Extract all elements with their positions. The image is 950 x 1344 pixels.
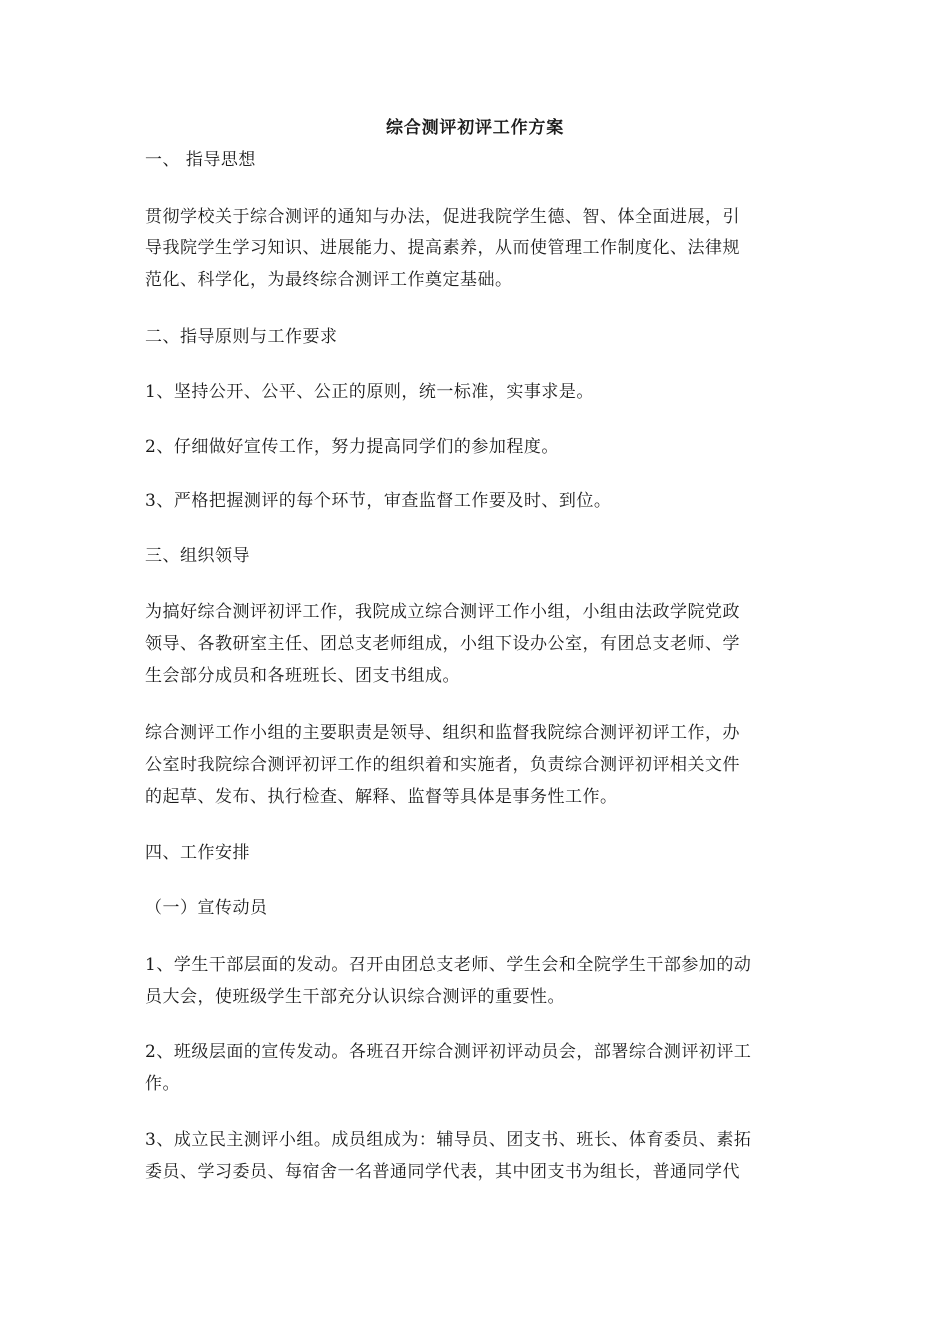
paragraph-line: 为搞好综合测评初评工作，我院成立综合测评工作小组，小组由法政学院党政 [145,602,740,622]
paragraph-line: 范化、科学化，为最终综合测评工作奠定基础。 [145,270,513,290]
list-item: 1、学生干部层面的发动。召开由团总支老师、学生会和全院学生干部参加的动 [145,955,752,975]
list-item: 委员、学习委员、每宿舍一名普通同学代表，其中团支书为组长，普通同学代 [145,1162,740,1182]
list-item: 2、仔细做好宣传工作，努力提高同学们的参加程度。 [145,437,559,457]
section-heading-organization: 三、组织领导 [145,546,250,566]
list-item: 作。 [145,1074,180,1094]
paragraph-line: 的起草、发布、执行检查、解释、监督等具体是事务性工作。 [145,787,618,807]
paragraph-line: 综合测评工作小组的主要职责是领导、组织和监督我院综合测评初评工作，办 [145,723,740,743]
list-item: 员大会，使班级学生干部充分认识综合测评的重要性。 [145,987,565,1007]
list-item: 1、坚持公开、公平、公正的原则，统一标准，实事求是。 [145,382,594,402]
section-heading-work-arrangement: 四、工作安排 [145,843,250,863]
list-item: 3、成立民主测评小组。成员组成为：辅导员、团支书、班长、体育委员、素拓 [145,1130,752,1150]
paragraph-line: 领导、各教研室主任、团总支老师组成，小组下设办公室，有团总支老师、学 [145,634,740,654]
subsection-heading-publicity: （一）宣传动员 [145,898,268,918]
section-heading-guiding-ideology: 一、 指导思想 [145,150,256,170]
paragraph-line: 公室时我院综合测评初评工作的组织着和实施者，负责综合测评初评相关文件 [145,755,740,775]
list-item: 2、班级层面的宣传发动。各班召开综合测评初评动员会，部署综合测评初评工 [145,1042,752,1062]
list-item: 3、严格把握测评的每个环节，审查监督工作要及时、到位。 [145,491,612,511]
paragraph-line: 贯彻学校关于综合测评的通知与办法，促进我院学生德、智、体全面进展，引 [145,207,740,227]
paragraph-line: 生会部分成员和各班班长、团支书组成。 [145,666,460,686]
paragraph-line: 导我院学生学习知识、进展能力、提高素养，从而使管理工作制度化、法律规 [145,238,740,258]
section-heading-principles: 二、指导原则与工作要求 [145,327,338,347]
document-title: 综合测评初评工作方案 [386,118,564,138]
